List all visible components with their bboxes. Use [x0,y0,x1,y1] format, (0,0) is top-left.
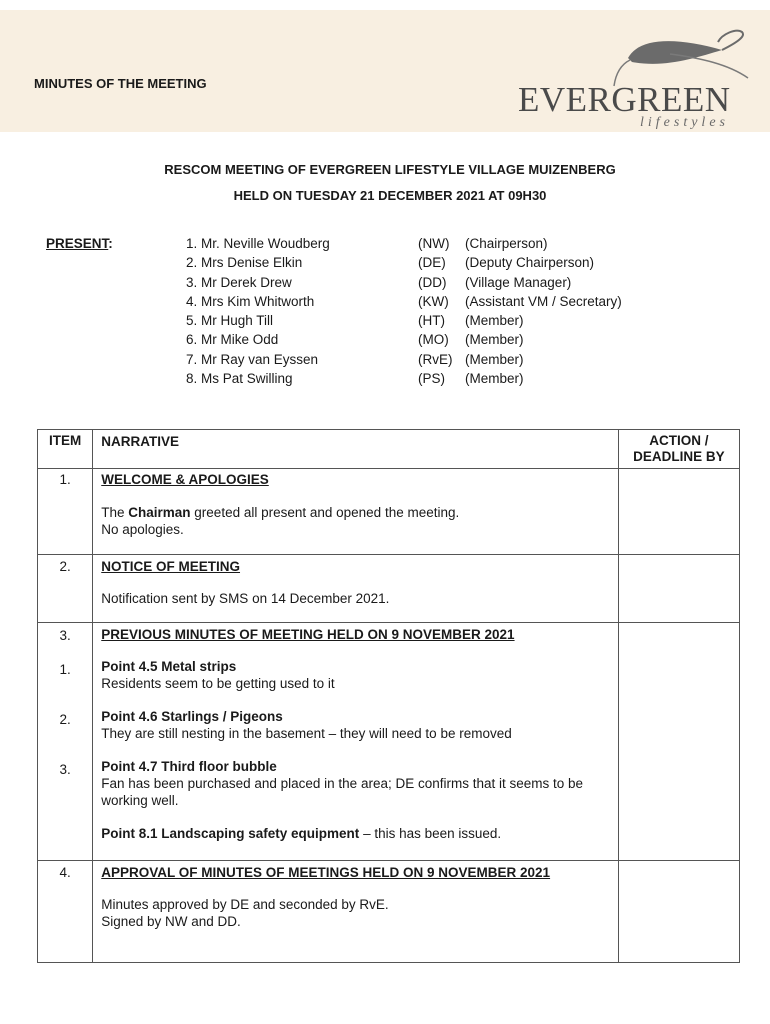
logo-tagline: lifestyles [640,115,729,130]
attendee-initials: (RvE) [418,351,453,367]
attendee-initials: (DD) [418,274,447,290]
header-item: ITEM [38,430,93,469]
document-label: MINUTES OF THE MEETING [34,76,207,91]
header-narrative: NARRATIVE [93,430,619,469]
attendee-name: 7. Mr Ray van Eyssen [186,351,319,367]
evergreen-logo [515,28,765,138]
attendee-name: 1. Mr. Neville Woudberg [186,236,330,251]
attendee-name: 2. Mrs Denise Elkin [186,255,303,271]
section-title: APPROVAL OF MINUTES OF MEETINGS HELD ON 9 NOVEMBER 2021 [101,865,551,880]
table-row [38,623,740,861]
text-bold: Chairman [128,505,191,520]
spacer [101,809,610,825]
document-header [0,10,770,132]
section-title: PREVIOUS MINUTES OF MEETING HELD ON 9 NOVEMBER 2021 [101,627,515,642]
item-number: 1. [38,469,93,555]
narrative-text: Notification sent by SMS on 14 December 2021. [101,591,390,606]
point-text: Residents seem to be getting used to it [101,676,335,691]
item-action [618,469,739,555]
narrative-text [101,504,610,521]
spacer [101,742,610,758]
table-row [38,861,740,963]
point-title [101,758,610,775]
point-title-text: Point 8.1 Landscaping safety equipment [101,826,360,841]
text-run: – this has been issued. [359,826,502,841]
attendee-initials: (DE) [418,255,446,271]
attendee-role: (Assistant VM / Secretary) [465,293,622,309]
attendee-name: 4. Mrs Kim Whitworth [186,293,315,309]
attendee-initials: (PS) [418,371,445,387]
item-narrative [93,623,619,861]
header-action [618,430,739,469]
attendee-name: 8. Ms Pat Swilling [186,371,293,387]
item-action [618,555,739,623]
point-text: Fan has been purchased and placed in the area; DE confirms that it seems to be working well. [101,776,584,808]
item-narrative [93,469,619,555]
item-number: 2. [38,555,93,623]
spacer [39,678,91,711]
header-action-line2: DEADLINE BY [633,449,725,464]
item-action [618,861,739,963]
point-title [101,658,610,675]
attendee-initials: (KW) [418,293,449,309]
present-label: PRESENT: [46,236,113,251]
leaf-icon [610,28,755,88]
item-number-cell [38,623,93,861]
point-title-text: Point 4.6 Starlings / Pigeons [101,709,283,724]
narrative-text: Signed by NW and DD. [101,914,241,929]
attendee-role: (Member) [465,313,524,329]
attendee-role: (Member) [465,332,524,348]
sub-item-number: 1. [59,662,71,677]
spacer [39,728,91,761]
table-row [38,555,740,623]
attendee-initials: (HT) [418,313,445,329]
spacer [39,644,91,661]
point-title-text: Point 4.7 Third floor bubble [101,759,277,774]
item-number: 3. [59,628,71,643]
attendee-role: (Chairperson) [465,236,548,251]
attendee-role: (Deputy Chairperson) [465,255,595,271]
item-narrative [93,555,619,623]
attendee-name: 5. Mr Hugh Till [186,313,274,329]
spacer [101,692,610,708]
item-number: 4. [38,861,93,963]
section-title: WELCOME & APOLOGIES [101,472,269,487]
point-text: They are still nesting in the basement – they will need to be removed [101,726,512,741]
attendee-name: 3. Mr Derek Drew [186,274,292,290]
attendee-role: (Village Manager) [465,274,572,290]
point-title [101,708,610,725]
meeting-subtitle: HELD ON TUESDAY 21 DECEMBER 2021 AT 09H30 [233,188,547,203]
meeting-title: RESCOM MEETING OF EVERGREEN LIFESTYLE VILLAGE MUIZENBERG [164,162,616,177]
item-action [618,623,739,861]
header-action-line1: ACTION / [649,433,709,448]
text-run: The [101,505,129,520]
sub-item-number: 2. [59,712,71,727]
attendee-role: (Member) [465,371,524,387]
table-row [38,469,740,555]
minutes-table [37,429,740,963]
sub-item-number: 3. [59,762,71,777]
narrative-text: Minutes approved by DE and seconded by RvE. [101,897,389,912]
narrative-text: No apologies. [101,522,184,537]
section-title: NOTICE OF MEETING [101,559,241,574]
present-label-text: PRESENT [46,236,109,251]
point-text [101,825,610,842]
attendee-role: (Member) [465,351,524,367]
point-title-text: Point 4.5 Metal strips [101,659,237,674]
attendee-initials: (MO) [418,332,449,348]
item-narrative [93,861,619,963]
attendee-initials: (NW) [418,236,450,251]
table-header-row [38,430,740,469]
attendee-name: 6. Mr Mike Odd [186,332,279,348]
logo-wordmark: EVERGREEN [518,80,731,119]
text-run: greeted all present and opened the meeting. [190,505,460,520]
